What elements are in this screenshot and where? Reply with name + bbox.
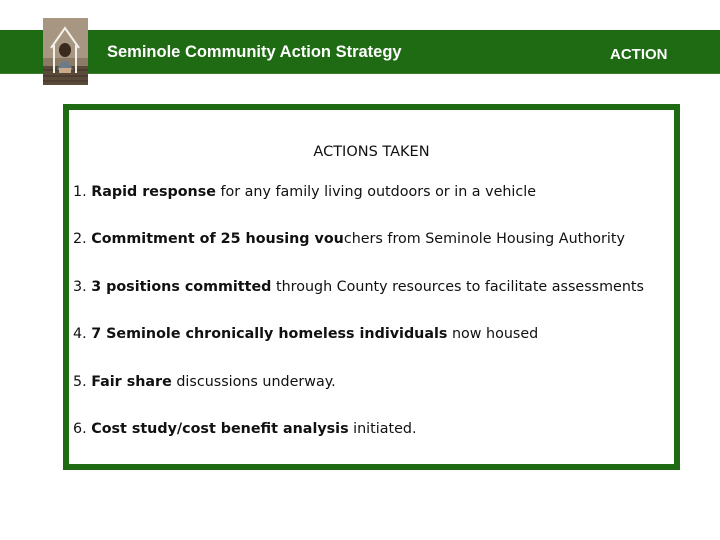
- list-item: 4. 7 Seminole chronically homeless individuals now housed: [73, 326, 539, 342]
- panel-heading: ACTIONS TAKEN: [313, 144, 430, 160]
- actions-panel: [63, 104, 680, 470]
- list-item: 3. 3 positions committed through County resources to facilitate assessments: [73, 279, 644, 295]
- header-divider: [0, 73, 720, 74]
- list-item: 1. Rapid response for any family living outdoors or in a vehicle: [73, 184, 537, 200]
- page-title: Seminole Community Action Strategy: [107, 43, 402, 61]
- list-item: 2. Commitment of 25 housing vouchers from Seminole Housing Authority: [73, 231, 625, 247]
- child-sitting-under-house-icon: [43, 18, 88, 85]
- list-item: 6. Cost study/cost benefit analysis initiated.: [73, 421, 417, 437]
- list-item: 5. Fair share discussions underway.: [73, 374, 336, 390]
- section-label: ACTION: [610, 46, 668, 63]
